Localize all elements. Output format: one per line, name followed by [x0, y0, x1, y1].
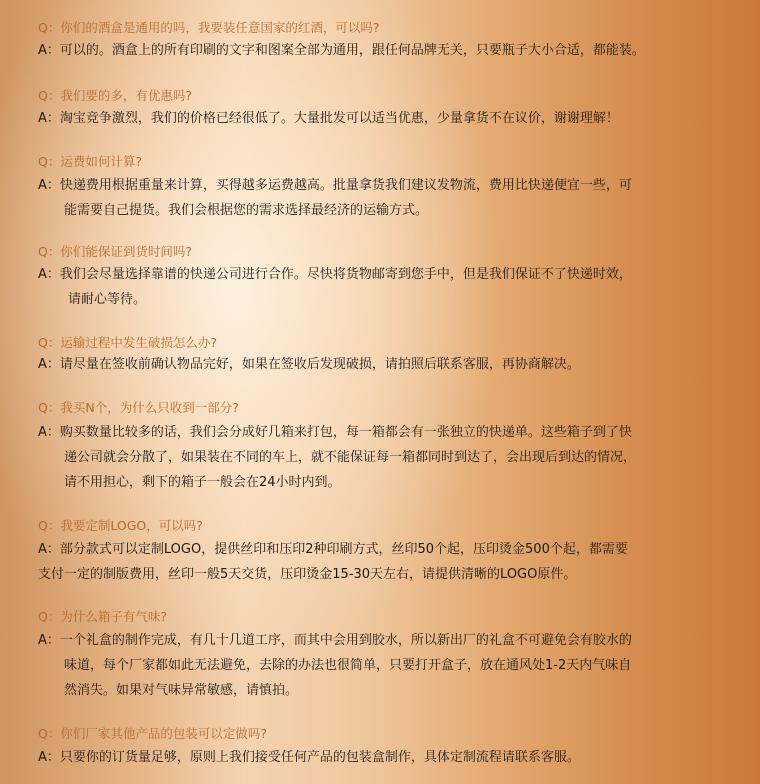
faq-question: Q：运输过程中发生破损怎么办?	[38, 335, 217, 350]
faq-question: Q：运费如何计算?	[38, 154, 142, 169]
faq-answer-line: A：可以的。酒盒上的所有印刷的文字和图案全部为通用，跟任何品牌无关，只要瓶子大小合适，都能装。	[38, 43, 645, 58]
faq-question: Q：你们厂家其他产品的包装可以定做吗?	[38, 726, 267, 741]
faq-answer-line: A：快递费用根据重量来计算，买得越多运费越高。批量拿货我们建议发物流，费用比快递便宜一些，可	[38, 178, 632, 193]
faq-answer	[38, 262, 718, 312]
faq-answer-line: A：一个礼盒的制作完成，有几十几道工序，而其中会用到胶水，所以新出厂的礼盒不可避免会有胶水的	[38, 633, 632, 648]
faq-answer	[38, 173, 718, 223]
faq-answer-line: A：只要你的订货量足够，原则上我们接受任何产品的包装盒制作，具体定制流程请联系客服。	[38, 750, 580, 765]
faq-answer-line: A：请尽量在签收前确认物品完好，如果在签收后发现破损，请拍照后联系客服，再协商解决。	[38, 357, 580, 372]
faq-question: Q：为什么箱子有气味?	[38, 609, 167, 624]
faq-answer	[38, 352, 718, 377]
faq-question: Q：我们要的多，有优惠吗?	[38, 88, 192, 103]
faq-question: Q：我买N个，为什么只收到一部分?	[38, 400, 239, 415]
faq-answer-line: 请耐心等待。	[68, 292, 147, 307]
faq-answer-line: 递公司就会分散了，如果装在不同的车上，就不能保证每一箱都同时到达了，会出现后到达的情况，	[64, 450, 637, 465]
faq-answer	[38, 745, 718, 770]
faq-answer-line: 支付一定的制版费用，丝印一般5天交货，压印烫金15-30天左右，请提供清晰的LOGO原件。	[38, 567, 577, 582]
faq-question: Q：你们的酒盒是通用的吗，我要装任意国家的红酒，可以吗?	[38, 20, 380, 35]
faq-answer-line: A：我们会尽量选择靠谱的快递公司进行合作。尽快将货物邮寄到您手中，但是我们保证不了快递时效，	[38, 267, 632, 282]
faq-answer	[38, 537, 718, 587]
faq-answer-line: A：部分款式可以定制LOGO，提供丝印和压印2种印刷方式，丝印50个起，压印烫金500个起，都需要	[38, 542, 628, 557]
faq-question: Q：我要定制LOGO，可以吗?	[38, 518, 203, 533]
faq-question: Q：你们能保证到货时间吗?	[38, 244, 192, 259]
faq-answer-line: 然消失。如果对气味异常敏感，请慎拍。	[64, 683, 299, 698]
faq-answer	[38, 38, 718, 63]
faq-answer-line: A：购买数量比较多的话，我们会分成好几箱来打包，每一箱都会有一张独立的快递单。这些箱子到了快	[38, 425, 632, 440]
faq-answer	[38, 628, 718, 703]
faq-answer-line: A：淘宝竞争激烈，我们的价格已经很低了。大量批发可以适当优惠，少量拿货不在议价，谢谢理解！	[38, 111, 619, 126]
faq-answer	[38, 420, 718, 495]
faq-answer-line: 能需要自己提货。我们会根据您的需求选择最经济的运输方式。	[64, 203, 429, 218]
faq-answer-line: 味道，每个厂家都如此无法避免，去除的办法也很简单，只要打开盒子，放在通风处1-2天内气味自	[64, 658, 632, 673]
faq-answer-line: 请不用担心，剩下的箱子一般会在24小时内到。	[64, 475, 341, 490]
faq-answer	[38, 106, 718, 131]
